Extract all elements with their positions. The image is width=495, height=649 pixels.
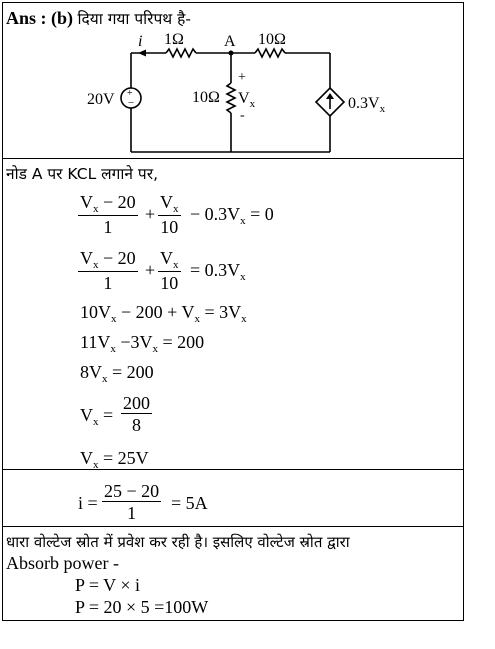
eq1-frac-2: $\frac{V_x}{10}$ [160,192,179,237]
eq8-frac: $\frac{25 - 20}{1}$ [104,481,160,523]
svg-text:+: + [127,88,133,99]
kcl-statement: नोड A पर KCL लगाने पर, [6,165,158,183]
source-voltage-label: 20V [87,91,115,108]
equation-7: $V_x = 25V$ [80,448,149,471]
power-value: P = 20 × 5 =100W [75,597,209,617]
current-arrow [138,50,146,57]
dep-source-label: $0.3V_x$ [348,95,386,115]
eq6-lhs: $V_x$ = [80,405,114,428]
vx-label: $V_x$ [238,90,256,110]
circuit-diagram [0,0,495,160]
divider-current [2,469,464,470]
resistor-10ohm-right [255,49,285,57]
svg-text:−: − [128,97,135,109]
r-middle-label: 10Ω [192,89,220,106]
eq1-plus: + [145,204,156,224]
eq1-rest: − $0.3V_x = 0$ [190,204,274,227]
equation-4: $11V_x -3V_x = 200$ [80,332,205,355]
power-formula: P = V × i [75,575,140,595]
eq8-rhs: = 5A [171,493,208,513]
eq8-lhs: i = [78,493,98,513]
conclusion-text: धारा वोल्टेज स्रोत में प्रवेश कर रही है। इसलिए वोल्टेज स्रोत द्वारा [6,533,350,551]
eq6-frac: $\frac{200}{8}$ [123,393,150,435]
equation-5: $8V_x = 200$ [80,362,154,385]
vx-minus: - [240,108,245,123]
equation-3: $10V_x - 200 + V_x = 3V_x$ [80,302,247,325]
eq2-rest: = $0.3V_x$ [190,260,246,283]
resistor-10ohm-middle [227,83,235,113]
r-right-label: 10Ω [258,31,286,48]
current-label: i [138,33,143,50]
eq2-frac-2: $\frac{V_x}{10}$ [160,248,179,293]
node-label: A [224,33,236,50]
eq2-frac-1: $\frac{V_x - 20}{1}$ [80,248,136,293]
resistor-1ohm [166,49,196,57]
absorb-power-label: Absorb power - [6,553,119,573]
eq2-plus: + [145,260,156,280]
vx-plus: + [238,70,246,85]
intro-text: दिया गया परिपथ है- [77,10,191,28]
eq1-frac-1: $\frac{V_x - 20}{1}$ [80,192,136,237]
ans-label: Ans : (b) [6,8,74,28]
node-a-dot [229,51,234,56]
divider-conclusion [2,526,464,527]
r-left-label: 1Ω [164,31,184,48]
